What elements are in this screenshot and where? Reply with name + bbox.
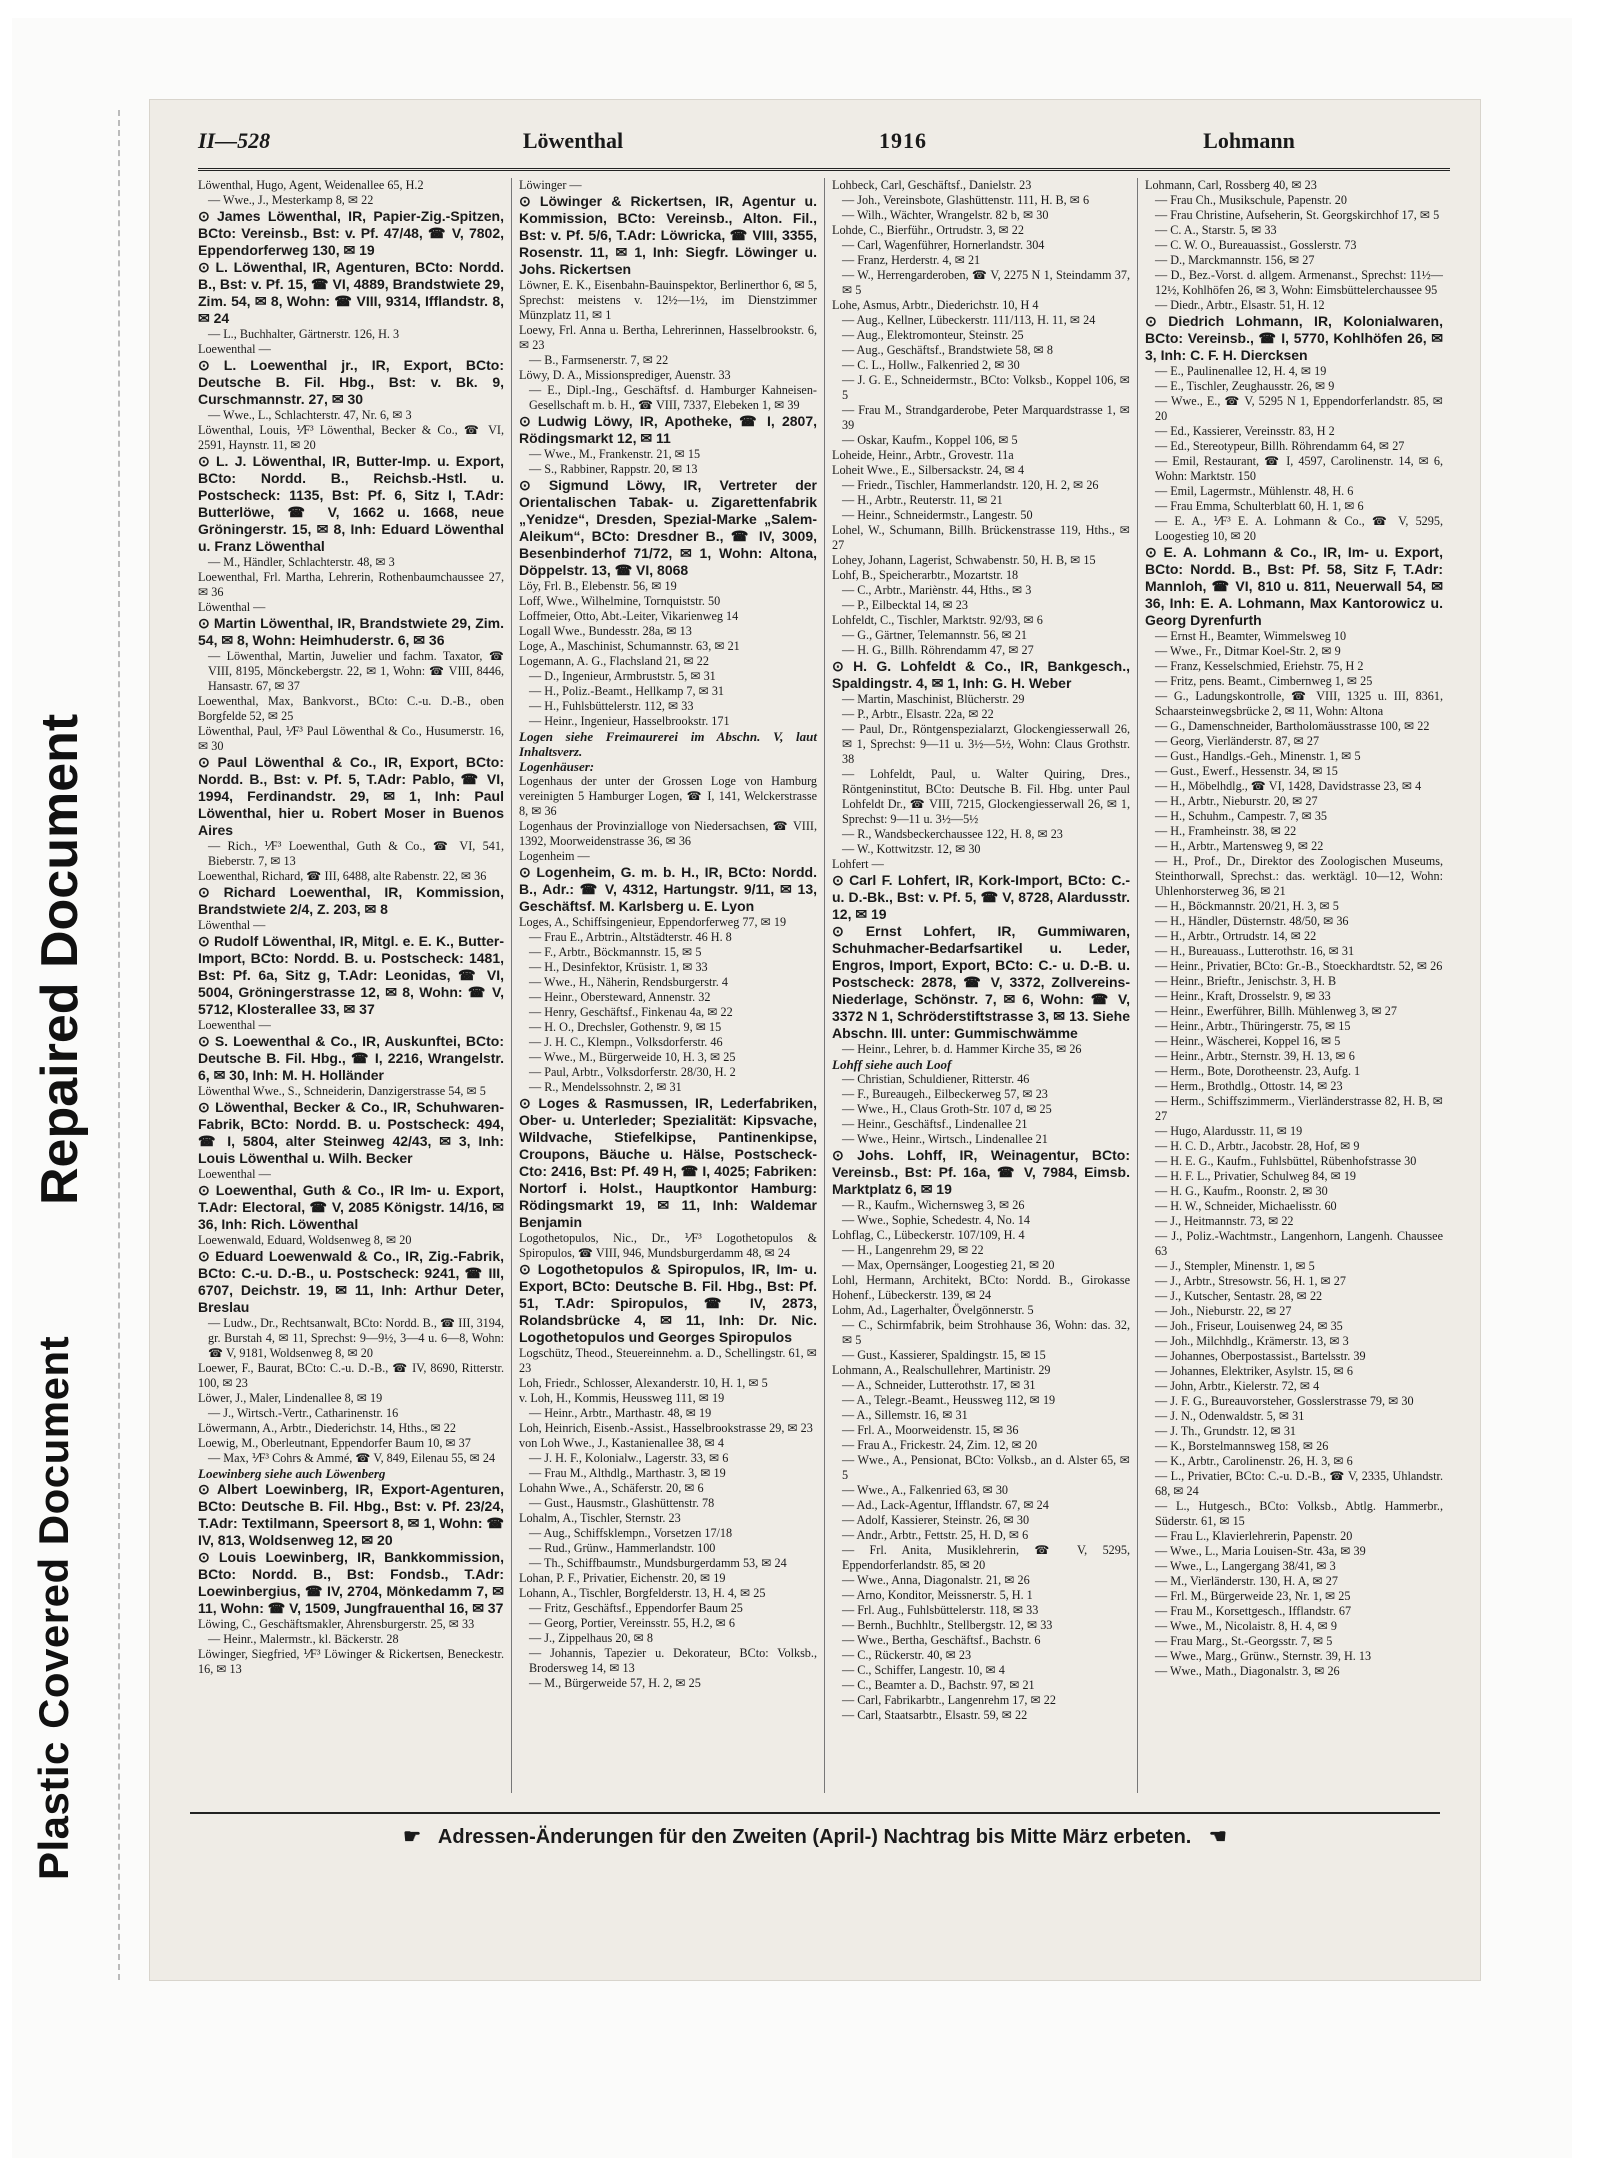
- directory-entry: — D., Marckmannstr. 156, ✉ 27: [1155, 253, 1315, 267]
- directory-entry: — Carl, Staatsarbtr., Elsastr. 59, ✉ 22: [842, 1708, 1028, 1722]
- directory-entry: — Wwe., Fr., Ditmar Koel-Str. 2, ✉ 9: [1155, 644, 1341, 658]
- directory-entry: ⊙ Eduard Loewenwald & Co., IR, Zig.-Fabrik, BCto: C.-u. D.-B., u. Postscheck: 9241, ☎ III, 6707, Deichstr. 19, ✉ 11, Inh: Arthur Deter, Breslau: [198, 1248, 504, 1315]
- directory-entry: — Joh., Vereinsbote, Glashüttenstr. 111, H. B, ✉ 6: [842, 193, 1090, 207]
- directory-entry: — Heinr., Obersteward, Annenstr. 32: [529, 990, 711, 1004]
- directory-entry: Logall Wwe., Bundesstr. 28a, ✉ 13: [519, 624, 692, 638]
- column-3: [824, 178, 1137, 1793]
- directory-entry: Loewenthal —: [198, 1018, 271, 1032]
- directory-entry: — Wwe., Math., Diagonalstr. 3, ✉ 26: [1155, 1664, 1340, 1678]
- directory-entry: — H., Arbtr., Ortrudstr. 14, ✉ 22: [1155, 929, 1317, 943]
- directory-entry: — P., Arbtr., Elsastr. 22a, ✉ 22: [842, 707, 994, 721]
- directory-entry: — Heinr., Kraft, Drosselstr. 9, ✉ 33: [1155, 989, 1331, 1003]
- directory-entry: — Frl. A., Moorweidenstr. 15, ✉ 36: [842, 1423, 1019, 1437]
- directory-entry: — W., Herrengarderoben, ☎ V, 2275 N 1, Steindamm 37, ✉ 5: [842, 268, 1130, 297]
- directory-entry: — Heinr., Malermstr., kl. Bäckerstr. 28: [208, 1632, 399, 1646]
- directory-entry: Lohe, Asmus, Arbtr., Diederichstr. 10, H 4: [832, 298, 1039, 312]
- directory-entry: — Franz, Kesselschmied, Eriehstr. 75, H 2: [1155, 659, 1364, 673]
- directory-entry: Loheit Wwe., E., Silbersackstr. 24, ✉ 4: [832, 463, 1025, 477]
- directory-entry: — Heinr., Arbtr., Sternstr. 39, H. 13, ✉ 6: [1155, 1049, 1355, 1063]
- directory-entry: Löwy, D. A., Missionsprediger, Auenstr. 33: [519, 368, 731, 382]
- directory-entry: ⊙ H. G. Lohfeldt & Co., IR, Bankgesch., Spaldingstr. 4, ✉ 1, Inh: G. H. Weber: [832, 658, 1130, 691]
- directory-entry: — Carl, Wagenführer, Hornerlandstr. 304: [842, 238, 1045, 252]
- directory-entry: — Paul, Dr., Röntgenspezialarzt, Glockengiesserwall 26, ✉ 1, Sprechst: 9—11 u. 3½—5½, Wohn: Claus Grothstr. 38: [842, 722, 1130, 766]
- directory-entry: — Max, ⅟F³ Cohrs & Ammé, ☎ V, 849, Eilenau 55, ✉ 24: [208, 1451, 496, 1465]
- directory-entry: — Herm., Schiffszimmerm., Vierländerstrasse 82, H. B, ✉ 27: [1155, 1094, 1443, 1123]
- directory-entry: ⊙ S. Loewenthal & Co., IR, Auskunftei, BCto: Deutsche B. Fil. Hbg., ☎ I, 2216, Wrangelstr. 6, ✉ 30, Inh: M. H. Holländer: [198, 1033, 504, 1083]
- pointing-hand-right-icon: ☛: [403, 1826, 422, 1848]
- directory-entry: — Heinr., Arbtr., Marthastr. 48, ✉ 19: [529, 1406, 712, 1420]
- directory-entry: — H. E. G., Kaufm., Fuhlsbüttel, Rübenhofstrasse 30: [1155, 1154, 1417, 1168]
- directory-entry: Loewenthal, Richard, ☎ III, 6488, alte Rabenstr. 22, ✉ 36: [198, 869, 487, 883]
- directory-entry: — M., Vierländerstr. 130, H. A, ✉ 27: [1155, 1574, 1338, 1588]
- directory-entry: — C. W. O., Bureauassist., Gosslerstr. 73: [1155, 238, 1357, 252]
- directory-entry: — Gust., Hausmstr., Glashüttenstr. 78: [529, 1496, 715, 1510]
- column-2: [511, 178, 824, 1793]
- directory-entry: — Rich., ⅟F³ Loewenthal, Guth & Co., ☎ VI, 541, Bieberstr. 7, ✉ 13: [208, 839, 504, 868]
- directory-entry: — Adolf, Kassierer, Steinstr. 26, ✉ 30: [842, 1513, 1030, 1527]
- directory-entry: — Gust., Handlgs.-Geh., Minenstr. 1, ✉ 5: [1155, 749, 1361, 763]
- directory-entry: Logenheim —: [519, 849, 590, 863]
- directory-entry: ⊙ Albert Loewinberg, IR, Export-Agenturen, BCto: Deutsche B. Fil. Hbg., Bst: v. Pf. 23/24, T.Adr: Textilmann, Speersort 8, ✉ 1, Wohn: ☎ IV, 813, Woldsenweg 12, ✉ 20: [198, 1481, 504, 1548]
- plastic-covered-label: [30, 1880, 110, 1928]
- directory-entry: — Franz, Herderstr. 4, ✉ 21: [842, 253, 981, 267]
- directory-entry: — Fritz, pens. Beamt., Cimbernweg 1, ✉ 25: [1155, 674, 1373, 688]
- directory-entry: — Martin, Maschinist, Blücherstr. 29: [842, 692, 1025, 706]
- directory-entry: — H., Poliz.-Beamt., Hellkamp 7, ✉ 31: [529, 684, 725, 698]
- directory-entry: Loheide, Heinr., Arbtr., Grovestr. 11a: [832, 448, 1014, 462]
- directory-entry: Loewenthal, Max, Bankvorst., BCto: C.-u. D.-B., oben Borgfelde 52, ✉ 25: [198, 694, 504, 723]
- directory-entry: Loewinberg siehe auch Löwenberg: [198, 1466, 386, 1481]
- directory-entry: — Wwe., A., Falkenried 63, ✉ 30: [842, 1483, 1009, 1497]
- directory-entry: — Heinr., Ingenieur, Hasselbrookstr. 171: [529, 714, 730, 728]
- directory-entry: Löwenthal, Hugo, Agent, Weidenallee 65, H.2: [198, 178, 424, 192]
- year: 1916: [879, 128, 927, 153]
- directory-entry: — L., Privatier, BCto: C.-u. D.-B., ☎ V, 2335, Uhlandstr. 68, ✉ 24: [1155, 1469, 1443, 1498]
- directory-entry: — Andr., Arbtr., Fettstr. 25, H. D, ✉ 6: [842, 1528, 1029, 1542]
- directory-entry: — G., Gärtner, Telemannstr. 56, ✉ 21: [842, 628, 1027, 642]
- column-4: [1137, 178, 1450, 1793]
- directory-entry: — Arno, Konditor, Meissnerstr. 5, H. 1: [842, 1588, 1033, 1602]
- directory-entry: Loewer, F., Baurat, BCto: C.-u. D.-B., ☎ IV, 8690, Ritterstr. 100, ✉ 23: [198, 1361, 504, 1390]
- directory-entry: ⊙ Ernst Lohfert, IR, Gummiwaren, Schuhmacher-Bedarfsartikel u. Leder, Engros, Import, Export, BCto: C.- u. D.-B. u. Postscheck: 2878, ☎ V, 3372, Zollvereins-Niederlage, Schönstr. 7, ✉ 6, Wohn: ☎ V, 3372 N 1, Schröderstiftstrasse 3, ✉ 13. Siehe Abschn. III. unter: Gummischwämme: [832, 923, 1130, 1041]
- directory-entry: — H., Arbtr., Martensweg 9, ✉ 22: [1155, 839, 1324, 853]
- directory-entry: Loewy, Frl. Anna u. Bertha, Lehrerinnen, Hasselbrookstr. 6, ✉ 23: [519, 323, 817, 352]
- directory-entry: — C. L., Hollw., Falkenried 2, ✉ 30: [842, 358, 1020, 372]
- directory-entry: — J. F. G., Bureauvorsteher, Gosslerstrasse 79, ✉ 30: [1155, 1394, 1414, 1408]
- directory-entry: ⊙ Carl F. Lohfert, IR, Kork-Import, BCto: C.- u. D.-Bk., Bst: v. Pf. 5, ☎ V, 8728, Alardusstr. 12, ✉ 19: [832, 872, 1130, 922]
- directory-entry: ⊙ Rudolf Löwenthal, IR, Mitgl. e. E. K., Butter-Import, BCto: Nordd. B. u. Postscheck: 1481, Bst: Pf. 6a, Sitz g, T.Adr: Leonidas, ☎ VI, 5004, Gröningerstrasse 12, ✉ 8, Wohn: ☎ V, 5712, Klosterallee 33, ✉ 37: [198, 933, 504, 1017]
- directory-entry: — Wilh., Wächter, Wrangelstr. 82 b, ✉ 30: [842, 208, 1049, 222]
- directory-entry: — W., Kottwitzstr. 12, ✉ 30: [842, 842, 981, 856]
- directory-entry: ⊙ Paul Löwenthal & Co., IR, Export, BCto: Nordd. B., Bst: v. Pf. 5, T.Adr: Pablo, ☎ VI, 1994, Ferdinandstr. 29, ✉ 1, Inh: Paul Löwenthal, hier u. Robert Moser in Buenos Aires: [198, 754, 504, 838]
- directory-entry: — J., Arbtr., Stresowstr. 56, H. 1, ✉ 27: [1155, 1274, 1346, 1288]
- directory-entry: Lohff siehe auch Loof: [832, 1057, 952, 1072]
- directory-entry: — J. N., Odenwaldstr. 5, ✉ 31: [1155, 1409, 1305, 1423]
- directory-entry: — H., Böckmannstr. 20/21, H. 3, ✉ 5: [1155, 899, 1339, 913]
- pointing-hand-left-icon: ☚: [1208, 1826, 1227, 1848]
- directory-entry: — C., Schiffer, Langestr. 10, ✉ 4: [842, 1663, 1005, 1677]
- directory-entry: Loewenthal, Frl. Martha, Lehrerin, Rothenbaumchaussee 27, ✉ 36: [198, 570, 504, 599]
- directory-entry: — Georg, Portier, Vereinsstr. 55, H.2, ✉ 6: [529, 1616, 735, 1630]
- directory-entry: — Ad., Lack-Agentur, Ifflandstr. 67, ✉ 24: [842, 1498, 1049, 1512]
- directory-entry: — Herm., Brothdlg., Ottostr. 14, ✉ 23: [1155, 1079, 1343, 1093]
- directory-entry: — E. A., ⅟F³ E. A. Lohmann & Co., ☎ V, 5295, Loogestieg 10, ✉ 20: [1155, 514, 1443, 543]
- directory-page: [150, 100, 1480, 1980]
- directory-entry: — H., Möbelhdlg., ☎ VI, 1428, Davidstrasse 23, ✉ 4: [1155, 779, 1422, 793]
- directory-entry: Lohel, W., Schumann, Billh. Brückenstrasse 119, Hths., ✉ 27: [832, 523, 1130, 552]
- directory-entry: ⊙ Logothetopulos & Spiropulos, IR, Im- u. Export, BCto: Deutsche B. Fil. Hbg., Bst: Pf. 51, T.Adr: Spiropulos, ☎ IV, 2873, Rolandsbrücke 4, ✉ 11, Inh: Dr. Nic. Logothetopulos und Georges Spiropulos: [519, 1261, 817, 1345]
- directory-entry: ⊙ Johs. Lohff, IR, Weinagentur, BCto: Vereinsb., Bst: Pf. 16a, ☎ V, 7984, Eimsb. Marktplatz 6, ✉ 19: [832, 1147, 1130, 1197]
- directory-entry: — Wwe., M., Bürgerweide 10, H. 3, ✉ 25: [529, 1050, 736, 1064]
- directory-entry: Löwenthal Wwe., S., Schneiderin, Danzigerstrasse 54, ✉ 5: [198, 1084, 486, 1098]
- directory-entry: Logen siehe Freimaurerei im Abschn. V, laut Inhaltsverz.: [519, 729, 817, 759]
- directory-entry: — C., Schirmfabrik, beim Strohhause 36, Wohn: das. 32, ✉ 5: [842, 1318, 1130, 1347]
- directory-entry: — H. G., Billh. Röhrendamm 47, ✉ 27: [842, 643, 1034, 657]
- directory-entry: — Emil, Restaurant, ☎ I, 4597, Carolinenstr. 14, ✉ 6, Wohn: Marktstr. 150: [1155, 454, 1443, 483]
- directory-entry: — C., Arbtr., Mariènstr. 44, Hths., ✉ 3: [842, 583, 1032, 597]
- directory-entry: Loewenthal —: [198, 1167, 271, 1181]
- directory-entry: — H. G., Kaufm., Roonstr. 2, ✉ 30: [1155, 1184, 1328, 1198]
- directory-entry: — J., Stempler, Minenstr. 1, ✉ 5: [1155, 1259, 1315, 1273]
- directory-entry: — D., Ingenieur, Armbruststr. 5, ✉ 31: [529, 669, 716, 683]
- repaired-document-label: [30, 1205, 110, 1265]
- directory-entry: ⊙ Louis Loewinberg, IR, Bankkommission, BCto: Nordd. B., Bst: Fondsb., T.Adr: Loewinbergius, ☎ IV, 2704, Mönkedamm 7, ✉ 11, Wohn: ☎ V, 1509, Jungfrauenthal 16, ✉ 37: [198, 1549, 504, 1616]
- directory-entry: — Johannes, Elektriker, Asylstr. 15, ✉ 6: [1155, 1364, 1353, 1378]
- directory-entry: — H., Desinfektor, Krüsistr. 1, ✉ 33: [529, 960, 708, 974]
- directory-entry: Loges, A., Schiffsingenieur, Eppendorferweg 77, ✉ 19: [519, 915, 787, 929]
- directory-entry: — Ernst H., Beamter, Wimmelsweg 10: [1155, 629, 1347, 643]
- directory-entry: — E., Dipl.-Ing., Geschäftsf. d. Hamburger Kahneisen-Gesellschaft m. b. H., ☎ VIII, 7337, Elebeken 1, ✉ 39: [529, 383, 817, 412]
- directory-entry: — G., Damenschneider, Bartholomäusstrasse 100, ✉ 22: [1155, 719, 1430, 733]
- directory-entry: — Frau Ch., Musikschule, Papenstr. 20: [1155, 193, 1347, 207]
- directory-entry: Löwermann, A., Arbtr., Diederichstr. 14, Hths., ✉ 22: [198, 1421, 456, 1435]
- directory-entry: — Wwe., M., Frankenstr. 21, ✉ 15: [529, 447, 701, 461]
- directory-entry: Loffmeier, Otto, Abt.-Leiter, Vikarienweg 14: [519, 609, 739, 623]
- footer-text: Adressen-Änderungen für den Zweiten (April-) Nachtrag bis Mitte März erbeten.: [437, 1826, 1192, 1848]
- directory-entry: — J., Kutscher, Sentastr. 28, ✉ 22: [1155, 1289, 1323, 1303]
- directory-entry: — H., Fuhlsbüttelerstr. 112, ✉ 33: [529, 699, 694, 713]
- directory-entry: — Frau Emma, Schulterblatt 60, H. 1, ✉ 6: [1155, 499, 1364, 513]
- directory-entry: ⊙ L. Löwenthal, IR, Agenturen, BCto: Nordd. B., Bst: v. Pf. 15, ☎ VI, 4889, Brandstwiete 29, Zim. 54, ✉ 8, Wohn: ☎ VIII, 9314, Ifflandstr. 8, ✉ 24: [198, 259, 504, 326]
- directory-entry: Lohmann, Carl, Rossberg 40, ✉ 23: [1145, 178, 1317, 192]
- directory-entry: — Heinr., Lehrer, b. d. Hammer Kirche 35, ✉ 26: [842, 1042, 1082, 1056]
- directory-entry: — Frl. Anita, Musiklehrerin, ☎ V, 5295, Eppendorferlandstr. 85, ✉ 20: [842, 1543, 1130, 1572]
- directory-entry: — J. G. E., Schneidermstr., BCto: Volksb., Koppel 106, ✉ 5: [842, 373, 1130, 402]
- directory-entry: — Th., Schiffbaumstr., Mundsburgerdamm 53, ✉ 24: [529, 1556, 787, 1570]
- directory-entry: — M., Bürgerweide 57, H. 2, ✉ 25: [529, 1676, 701, 1690]
- directory-entry: — Wwe., J., Mesterkamp 8, ✉ 22: [208, 193, 374, 207]
- directory-entry: — Lohfeldt, Paul, u. Walter Quiring, Dres., Röntgeninstitut, BCto: Deutsche B. Fil. Hbg. unter Paul Lohfeldt Dr., ☎ VIII, 7215, Glockengiesserwall 26, ✉ 1, Sprechst: 9—11 u. 3½—5½: [842, 767, 1130, 826]
- directory-entry: — Ed., Stereotypeur, Billh. Röhrendamm 64, ✉ 27: [1155, 439, 1405, 453]
- directory-entry: — Gust., Ewerf., Hessenstr. 34, ✉ 15: [1155, 764, 1338, 778]
- directory-entry: — Frau A., Frickestr. 24, Zim. 12, ✉ 20: [842, 1438, 1038, 1452]
- directory-entry: ⊙ Loewenthal, Guth & Co., IR Im- u. Export, T.Adr: Electoral, ☎ V, 2085 Königstr. 14/16, ✉ 36, Inh: Rich. Löwenthal: [198, 1182, 504, 1232]
- directory-entry: v. Loh, H., Kommis, Heussweg 111, ✉ 19: [519, 1391, 725, 1405]
- directory-entry: Lohfert —: [832, 857, 884, 871]
- directory-entry: — B., Farmsenerstr. 7, ✉ 22: [529, 353, 669, 367]
- directory-entry: Lohann, A., Tischler, Borgfelderstr. 13, H. 4, ✉ 25: [519, 1586, 766, 1600]
- directory-entry: — E., Paulinenallee 12, H. 4, ✉ 19: [1155, 364, 1327, 378]
- directory-entry: — Frau E., Arbtrin., Altstädterstr. 46 H. 8: [529, 930, 732, 944]
- directory-entry: — C., Beamter a. D., Bachstr. 97, ✉ 21: [842, 1678, 1035, 1692]
- directory-entry: Lohm, Ad., Lagerhalter, Övelgönnerstr. 5: [832, 1303, 1034, 1317]
- directory-entry: — Wwe., L., Maria Louisen-Str. 43a, ✉ 39: [1155, 1544, 1366, 1558]
- directory-entry: Logenhaus der Provinzialloge von Niedersachsen, ☎ VIII, 1392, Moorweidenstrasse 36, ✉ 36: [519, 819, 817, 848]
- directory-entry: Löwing, C., Geschäftsmakler, Ahrensburgerstr. 25, ✉ 33: [198, 1617, 475, 1631]
- directory-entry: Lohflag, C., Lübeckerstr. 107/109, H. 4: [832, 1228, 1025, 1242]
- directory-entry: Logenhäuser:: [519, 759, 595, 774]
- directory-entry: — E., Tischler, Zeughausstr. 26, ✉ 9: [1155, 379, 1335, 393]
- directory-entry: — Aug., Geschäftsf., Brandstwiete 58, ✉ 8: [842, 343, 1053, 357]
- directory-entry: — J., Wirtsch.-Vertr., Catharinenstr. 16: [208, 1406, 399, 1420]
- directory-entry: — R., Mendelssohnstr. 2, ✉ 31: [529, 1080, 682, 1094]
- directory-entry: — G., Ladungskontrolle, ☎ VIII, 1325 u. III, 8361, Schaarsteinwegsbrücke 2, ✉ 11, Wohn: Altona: [1155, 689, 1443, 718]
- last-entry-name: Lohmann: [1203, 128, 1295, 153]
- directory-entry: — Wwe., Marg., Grünw., Sternstr. 39, H. 13: [1155, 1649, 1372, 1663]
- directory-entry: — H. C. D., Arbtr., Jacobstr. 28, Hof, ✉ 9: [1155, 1139, 1360, 1153]
- page-number: II—528: [198, 128, 271, 153]
- directory-entry: Loewenwald, Eduard, Woldsenweg 8, ✉ 20: [198, 1233, 412, 1247]
- first-entry-name: Löwenthal: [522, 128, 624, 153]
- directory-entry: — D., Bez.-Vorst. d. allgem. Armenanst., Sprechst: 11½—12½, Kohlhöfen 26, ✉ 3, Wohn: Eimsbüttelerchaussee 95: [1155, 268, 1443, 297]
- directory-entry: Lohf, B., Speicherarbtr., Mozartstr. 18: [832, 568, 1019, 582]
- directory-entry: — Aug., Kellner, Lübeckerstr. 111/113, H. 11, ✉ 24: [842, 313, 1096, 327]
- directory-entry: — Frau Marg., St.-Georgsstr. 7, ✉ 5: [1155, 1634, 1333, 1648]
- directory-entry: Löy, Frl. B., Elebenstr. 56, ✉ 19: [519, 579, 677, 593]
- directory-entry: — A., Schneider, Lutterothstr. 17, ✉ 31: [842, 1378, 1036, 1392]
- directory-entry: — Johannis, Tapezier u. Dekorateur, BCto: Volksb., Brodersweg 14, ✉ 13: [529, 1646, 817, 1675]
- directory-entry: — Bernh., Buchhltr., Stellbergstr. 12, ✉ 33: [842, 1618, 1053, 1632]
- directory-entry: Löwinger —: [519, 178, 582, 192]
- directory-entry: ⊙ Richard Loewenthal, IR, Kommission, Brandstwiete 2/4, Z. 203, ✉ 8: [198, 884, 504, 917]
- directory-entry: ⊙ E. A. Lohmann & Co., IR, Im- u. Export, BCto: Nordd. B., Bst: Pf. 58, Sitz F, T.Adr: Mannloh, ☎ VI, 810 u. 811, Neuerwall 54, ✉ 36, Inh: E. A. Lohmann, Max Kantorowicz u. Georg Dyrenfurth: [1145, 544, 1443, 628]
- directory-entry: — Wwe., H., Näherin, Rendsburgerstr. 4: [529, 975, 728, 989]
- directory-entry: — P., Eilbecktal 14, ✉ 23: [842, 598, 968, 612]
- directory-entry: — Henry, Geschäftsf., Finkenau 4a, ✉ 22: [529, 1005, 733, 1019]
- directory-entry: — Hugo, Alardusstr. 11, ✉ 19: [1155, 1124, 1303, 1138]
- directory-entry: — H. O., Drechsler, Gothenstr. 9, ✉ 15: [529, 1020, 722, 1034]
- directory-entry: — Rud., Grünw., Hammerlandstr. 100: [529, 1541, 716, 1555]
- directory-entry: — Frau M., Strandgarderobe, Peter Marquardstrasse 1, ✉ 39: [842, 403, 1130, 432]
- directory-entry: — C. A., Starstr. 5, ✉ 33: [1155, 223, 1277, 237]
- directory-entry: — Oskar, Kaufm., Koppel 106, ✉ 5: [842, 433, 1018, 447]
- directory-entry: — H. W., Schneider, Michaelisstr. 60: [1155, 1199, 1337, 1213]
- directory-entry: — Wwe., A., Pensionat, BCto: Volksb., an d. Alster 65, ✉ 5: [842, 1453, 1130, 1482]
- directory-entry: — J., Poliz.-Wachtmstr., Langenhorn, Langenh. Chaussee 63: [1155, 1229, 1443, 1258]
- directory-entry: — Heinr., Wäscherei, Koppel 16, ✉ 5: [1155, 1034, 1341, 1048]
- directory-entry: — Georg, Vierländerstr. 87, ✉ 27: [1155, 734, 1320, 748]
- directory-entry: — Wwe., Heinr., Wirtsch., Lindenallee 21: [842, 1132, 1048, 1146]
- column-1: [198, 178, 511, 1793]
- directory-entry: Löwenthal —: [198, 918, 266, 932]
- directory-entry: — Frau M., Korsettgesch., Ifflandstr. 67: [1155, 1604, 1352, 1618]
- directory-entry: Lohahn Wwe., A., Schäferstr. 20, ✉ 6: [519, 1481, 704, 1495]
- directory-entry: — H., Bureauass., Lutterothstr. 16, ✉ 31: [1155, 944, 1355, 958]
- directory-entry: — Wwe., L., Schlachterstr. 47, Nr. 6, ✉ 3: [208, 408, 412, 422]
- directory-entry: — Christian, Schuldiener, Ritterstr. 46: [842, 1072, 1030, 1086]
- footer-notice: [190, 1812, 1440, 1849]
- directory-entry: — H. F. L., Privatier, Schulweg 84, ✉ 19: [1155, 1169, 1357, 1183]
- binding-gutter: [118, 110, 121, 1980]
- directory-entry: Loewig, M., Oberleutnant, Eppendorfer Baum 10, ✉ 37: [198, 1436, 471, 1450]
- directory-entry: — L., Hutgesch., BCto: Volksb., Abtlg. Hammerbr., Süderstr. 61, ✉ 15: [1155, 1499, 1443, 1528]
- directory-entry: Loh, Friedr., Schlosser, Alexanderstr. 10, H. 1, ✉ 5: [519, 1376, 768, 1390]
- directory-entry: — J. H. F., Kolonialw., Lagerstr. 33, ✉ 6: [529, 1451, 729, 1465]
- directory-entry: — M., Händler, Schlachterstr. 48, ✉ 3: [208, 555, 395, 569]
- directory-entry: — Wwe., Anna, Diagonalstr. 21, ✉ 26: [842, 1573, 1030, 1587]
- directory-entry: Logothetopulos, Nic., Dr., ⅟F³ Logothetopulos & Spiropulos, ☎ VIII, 946, Mundsburgerdamm 48, ✉ 24: [519, 1231, 817, 1260]
- directory-entry: — Friedr., Tischler, Hammerlandstr. 120, H. 2, ✉ 26: [842, 478, 1099, 492]
- directory-entry: — Wwe., M., Nicolaistr. 8, H. 4, ✉ 9: [1155, 1619, 1337, 1633]
- directory-entry: ⊙ Logenheim, G. m. b. H., IR, BCto: Nordd. B., Adr.: ☎ V, 4312, Hartungstr. 9/11, ✉ 13, Geschäftsf. M. Karlsberg u. E. Lyon: [519, 864, 817, 914]
- directory-entry: ⊙ Löwinger & Rickertsen, IR, Agentur u. Kommission, BCto: Vereinsb., Alton. Fil., Bst: v. Pf. 5/6, T.Adr: Löwricka, ☎ VIII, 3355, Rosenstr. 11, ✉ 1, Inh: Siegfr. Löwinger u. Johs. Rickertsen: [519, 193, 817, 277]
- directory-entry: — L., Buchhalter, Gärtnerstr. 126, H. 3: [208, 327, 400, 341]
- directory-entry: — Wwe., Sophie, Schedestr. 4, No. 14: [842, 1213, 1030, 1227]
- directory-entry: — Heinr., Privatier, BCto: Gr.-B., Stoeckhardtstr. 52, ✉ 26: [1155, 959, 1443, 973]
- directory-entry: ⊙ James Löwenthal, IR, Papier-Zig.-Spitzen, BCto: Vereinsb., Bst: v. Pf. 47/48, ☎ V, 7802, Eppendorferweg 130, ✉ 19: [198, 208, 504, 258]
- directory-entry: Lohfeldt, C., Tischler, Marktstr. 92/93, ✉ 6: [832, 613, 1043, 627]
- directory-entry: — A., Telegr.-Beamt., Heussweg 112, ✉ 19: [842, 1393, 1056, 1407]
- directory-entry: — C., Rückerstr. 40, ✉ 23: [842, 1648, 972, 1662]
- directory-entry: ⊙ Loges & Rasmussen, IR, Lederfabriken, Ober- u. Unterleder; Spezialität: Kipsvache, Wildvache, Stiefelkipse, Pantinenkipse, Croupons, Bäuche u. Hälse, Postscheck-Cto: 2416, Bst: Pf. 49 H, ☎ I, 4025; Fabriken: Nortorf i. Holst., Hauptkontor Hamburg: Rödingsmarkt 19, ✉ 11, Inh: Waldemar Benjamin: [519, 1095, 817, 1230]
- directory-entry: Lohmann, A., Realschullehrer, Martinistr. 29: [832, 1363, 1051, 1377]
- directory-entry: Logemann, A. G., Flachsland 21, ✉ 22: [519, 654, 709, 668]
- directory-entry: Löwenthal —: [198, 600, 266, 614]
- directory-entry: — K., Arbtr., Carolinenstr. 26, H. 3, ✉ 6: [1155, 1454, 1353, 1468]
- directory-entry: Loff, Wwe., Wilhelmine, Tornquiststr. 50: [519, 594, 721, 608]
- directory-entry: — Aug., Elektromonteur, Steinstr. 25: [842, 328, 1024, 342]
- directory-entry: — Herm., Bote, Dorotheenstr. 23, Aufg. 1: [1155, 1064, 1361, 1078]
- directory-entry: Lohl, Hermann, Architekt, BCto: Nordd. B., Girokasse Hohenf., Lübeckerstr. 139, ✉ 24: [832, 1273, 1130, 1302]
- directory-entry: Lohalm, A., Tischler, Sternstr. 23: [519, 1511, 681, 1525]
- directory-entry: Logenhaus der unter der Grossen Loge von Hamburg vereinigten 5 Hamburger Logen, ☎ I, 141, Welckerstrasse 8, ✉ 36: [519, 774, 817, 818]
- directory-entry: — Frau Christine, Aufseherin, St. Georgskirchhof 17, ✉ 5: [1155, 208, 1440, 222]
- directory-entry: — J. Th., Grundstr. 12, ✉ 31: [1155, 1424, 1297, 1438]
- directory-entry: — F., Arbtr., Böckmannstr. 15, ✉ 5: [529, 945, 702, 959]
- directory-entry: — Carl, Fabrikarbtr., Langenrehm 17, ✉ 22: [842, 1693, 1056, 1707]
- directory-entry: — J., Zippelhaus 20, ✉ 8: [529, 1631, 653, 1645]
- directory-entry: — Johannes, Oberpostassist., Bartelsstr. 39: [1155, 1349, 1366, 1363]
- directory-entry: ⊙ Sigmund Löwy, IR, Vertreter der Orientalischen Tabak- u. Zigarettenfabrik „Yenidze“, Dresden, Spezial-Marke „Salem-Aleikum“, BCto: Dresdner B., ☎ IV, 3009, Besenbinderhof 71/72, ✉ 1, Wohn: Altona, Döppelstr. 13, ☎ VI, 8068: [519, 477, 817, 578]
- directory-entry: — H., Prof., Dr., Direktor des Zoologischen Museums, Steinthorwall, Sprechst.: das. werktägl. 10—12, Wohn: Uhlenhorsterweg 36, ✉ 21: [1155, 854, 1443, 898]
- directory-entry: — H., Schuhm., Campestr. 7, ✉ 35: [1155, 809, 1328, 823]
- directory-entry: — Paul, Arbtr., Volksdorferstr. 28/30, H. 2: [529, 1065, 736, 1079]
- directory-entry: Lohan, P. F., Privatier, Eichenstr. 20, ✉ 19: [519, 1571, 726, 1585]
- directory-entry: — Joh., Nieburstr. 22, ✉ 27: [1155, 1304, 1292, 1318]
- directory-entry: — Frl. Aug., Fuhlsbüttelerstr. 118, ✉ 33: [842, 1603, 1039, 1617]
- directory-entry: — K., Borstelmannsweg 158, ✉ 26: [1155, 1439, 1329, 1453]
- directory-entry: Löwenthal, Louis, ⅟F³ Löwenthal, Becker & Co., ☎ VI, 2591, Haynstr. 11, ✉ 20: [198, 423, 504, 452]
- directory-entry: — Emil, Lagermstr., Mühlenstr. 48, H. 6: [1155, 484, 1354, 498]
- directory-entry: — J., Heitmannstr. 73, ✉ 22: [1155, 1214, 1294, 1228]
- directory-entry: — Gust., Kassierer, Spaldingstr. 15, ✉ 15: [842, 1348, 1046, 1362]
- directory-entry: — R., Wandsbeckerchaussee 122, H. 8, ✉ 23: [842, 827, 1063, 841]
- directory-entry: — John, Arbtr., Kielerstr. 72, ✉ 4: [1155, 1379, 1320, 1393]
- directory-entry: — S., Rabbiner, Rappstr. 20, ✉ 13: [529, 462, 698, 476]
- directory-entry: — Frl. M., Bürgerweide 23, Nr. 1, ✉ 25: [1155, 1589, 1351, 1603]
- directory-entry: — Diedr., Arbtr., Elsastr. 51, H. 12: [1155, 298, 1325, 312]
- directory-entry: Logschütz, Theod., Steuereinnehm. a. D., Schellingstr. 61, ✉ 23: [519, 1346, 817, 1375]
- directory-entry: — Max, Opernsänger, Loogestieg 21, ✉ 20: [842, 1258, 1055, 1272]
- directory-entry: — Frau M., Althdlg., Marthastr. 3, ✉ 19: [529, 1466, 726, 1480]
- directory-entry: Löwinger, Siegfried, ⅟F³ Löwinger & Rickertsen, Beneckestr. 16, ✉ 13: [198, 1647, 504, 1676]
- directory-entry: Loge, A., Maschinist, Schumannstr. 63, ✉ 21: [519, 639, 740, 653]
- directory-entry: Loh, Heinrich, Eisenb.-Assist., Hasselbrookstrasse 29, ✉ 23: [519, 1421, 813, 1435]
- directory-entry: — Heinr., Ewerführer, Billh. Mühlenweg 3, ✉ 27: [1155, 1004, 1397, 1018]
- directory-entry: — A., Sillemstr. 16, ✉ 31: [842, 1408, 968, 1422]
- directory-entry: — Heinr., Brieftr., Jenischstr. 3, H. B: [1155, 974, 1337, 988]
- directory-entry: — Löwenthal, Martin, Juwelier und fachm. Taxator, ☎ VIII, 8195, Mönckebergstr. 22, ✉ 1, Wohn: ☎ VIII, 8446, Hansastr. 67, ✉ 37: [208, 649, 504, 693]
- directory-entry: — H., Framheinstr. 38, ✉ 22: [1155, 824, 1297, 838]
- directory-entry: — Fritz, Geschäftsf., Eppendorfer Baum 25: [529, 1601, 743, 1615]
- directory-entry: ⊙ Ludwig Löwy, IR, Apotheke, ☎ I, 2807, Rödingsmarkt 12, ✉ 11: [519, 413, 817, 446]
- directory-entry: — H., Arbtr., Reuterstr. 11, ✉ 21: [842, 493, 1003, 507]
- directory-entry: Löwner, E. K., Eisenbahn-Bauinspektor, Berlinerthor 6, ✉ 5, Sprechst: meistens v. 12½—1½, im Dienstzimmer Münzplatz 11, ✉ 1: [519, 278, 817, 322]
- directory-entry: — Wwe., H., Claus Groth-Str. 107 d, ✉ 25: [842, 1102, 1052, 1116]
- directory-entry: — Aug., Schiffsklempn., Vorsetzen 17/18: [529, 1526, 733, 1540]
- directory-entry: ⊙ L. Loewenthal jr., IR, Export, BCto: Deutsche B. Fil. Hbg., Bst: v. Bk. 9, Curschmannstr. 27, ✉ 30: [198, 357, 504, 407]
- directory-entry: Lohbeck, Carl, Geschäftsf., Danielstr. 23: [832, 178, 1032, 192]
- directory-entry: — Heinr., Geschäftsf., Lindenallee 21: [842, 1117, 1028, 1131]
- directory-entry: — R., Kaufm., Wichernsweg 3, ✉ 26: [842, 1198, 1025, 1212]
- directory-entry: ⊙ Löwenthal, Becker & Co., IR, Schuhwaren-Fabrik, BCto: Nordd. B. u. Postscheck: 494, ☎ I, 5804, alter Steinweg 42/43, ✉ 3, Inh: Louis Löwenthal u. Wilh. Becker: [198, 1099, 504, 1166]
- directory-entry: — H., Händler, Düsternstr. 48/50, ✉ 36: [1155, 914, 1349, 928]
- directory-entry: ⊙ Diedrich Lohmann, IR, Kolonialwaren, BCto: Vereinsb., ☎ I, 5770, Kohlhöfen 26, ✉ 3, Inh: C. F. H. Diercksen: [1145, 313, 1443, 363]
- directory-entry: — Frau L., Klavierlehrerin, Papenstr. 20: [1155, 1529, 1353, 1543]
- directory-entry: Löwenthal, Paul, ⅟F³ Paul Löwenthal & Co., Husumerstr. 16, ✉ 30: [198, 724, 504, 753]
- directory-entry: — Ed., Kassierer, Vereinsstr. 83, H 2: [1155, 424, 1335, 438]
- directory-entry: — Wwe., E., ☎ V, 5295 N 1, Eppendorferlandstr. 85, ✉ 20: [1155, 394, 1443, 423]
- directory-entry: — H., Arbtr., Nieburstr. 20, ✉ 27: [1155, 794, 1318, 808]
- directory-entry: ⊙ L. J. Löwenthal, IR, Butter-Imp. u. Export, BCto: Nordd. B., Reichsb.-Hstl. u. Postscheck: 1135, Bst: Pf. 6, Sitz I, T.Adr: Butterlöwe, ☎ V, 1662 u. 1668, neue Gröningerstr. 15, ✉ 8, Inh: Eduard Löwenthal u. Franz Löwenthal: [198, 453, 504, 554]
- directory-entry: — Heinr., Arbtr., Thüringerstr. 75, ✉ 15: [1155, 1019, 1351, 1033]
- directory-entry: — Ludw., Dr., Rechtsanwalt, BCto: Nordd. B., ☎ III, 3194, gr. Burstah 4, ✉ 11, Sprechst: 9—9½, 3—4 u. 6—8, Wohn: ☎ V, 9181, Woldsenweg 8, ✉ 20: [208, 1316, 504, 1360]
- directory-entry: Löwer, J., Maler, Lindenallee 8, ✉ 19: [198, 1391, 383, 1405]
- directory-entry: — Wwe., Bertha, Geschäftsf., Bachstr. 6: [842, 1633, 1041, 1647]
- directory-entry: Loewenthal —: [198, 342, 271, 356]
- directory-entry: ⊙ Martin Löwenthal, IR, Brandstwiete 29, Zim. 54, ✉ 8, Wohn: Heimhuderstr. 6, ✉ 36: [198, 615, 504, 648]
- directory-entry: — Joh., Friseur, Louisenweg 24, ✉ 35: [1155, 1319, 1343, 1333]
- directory-entry: von Loh Wwe., J., Kastanienallee 38, ✉ 4: [519, 1436, 724, 1450]
- directory-entry: — J. H. C., Klempn., Volksdorferstr. 46: [529, 1035, 723, 1049]
- directory-entry: — H., Langenrehm 29, ✉ 22: [842, 1243, 984, 1257]
- directory-entry: — Wwe., L., Langergang 38/41, ✉ 3: [1155, 1559, 1336, 1573]
- directory-columns: [198, 178, 1450, 1793]
- directory-entry: Lohey, Johann, Lagerist, Schwabenstr. 50, H. B, ✉ 15: [832, 553, 1096, 567]
- directory-entry: — Joh., Milchhdlg., Krämerstr. 13, ✉ 3: [1155, 1334, 1349, 1348]
- page-header: [198, 128, 1450, 171]
- directory-entry: — Heinr., Schneidermstr., Langestr. 50: [842, 508, 1033, 522]
- directory-entry: — F., Bureaugeh., Eilbeckerweg 57, ✉ 23: [842, 1087, 1048, 1101]
- directory-entry: Lohde, C., Bierführ., Ortrudstr. 3, ✉ 22: [832, 223, 1024, 237]
